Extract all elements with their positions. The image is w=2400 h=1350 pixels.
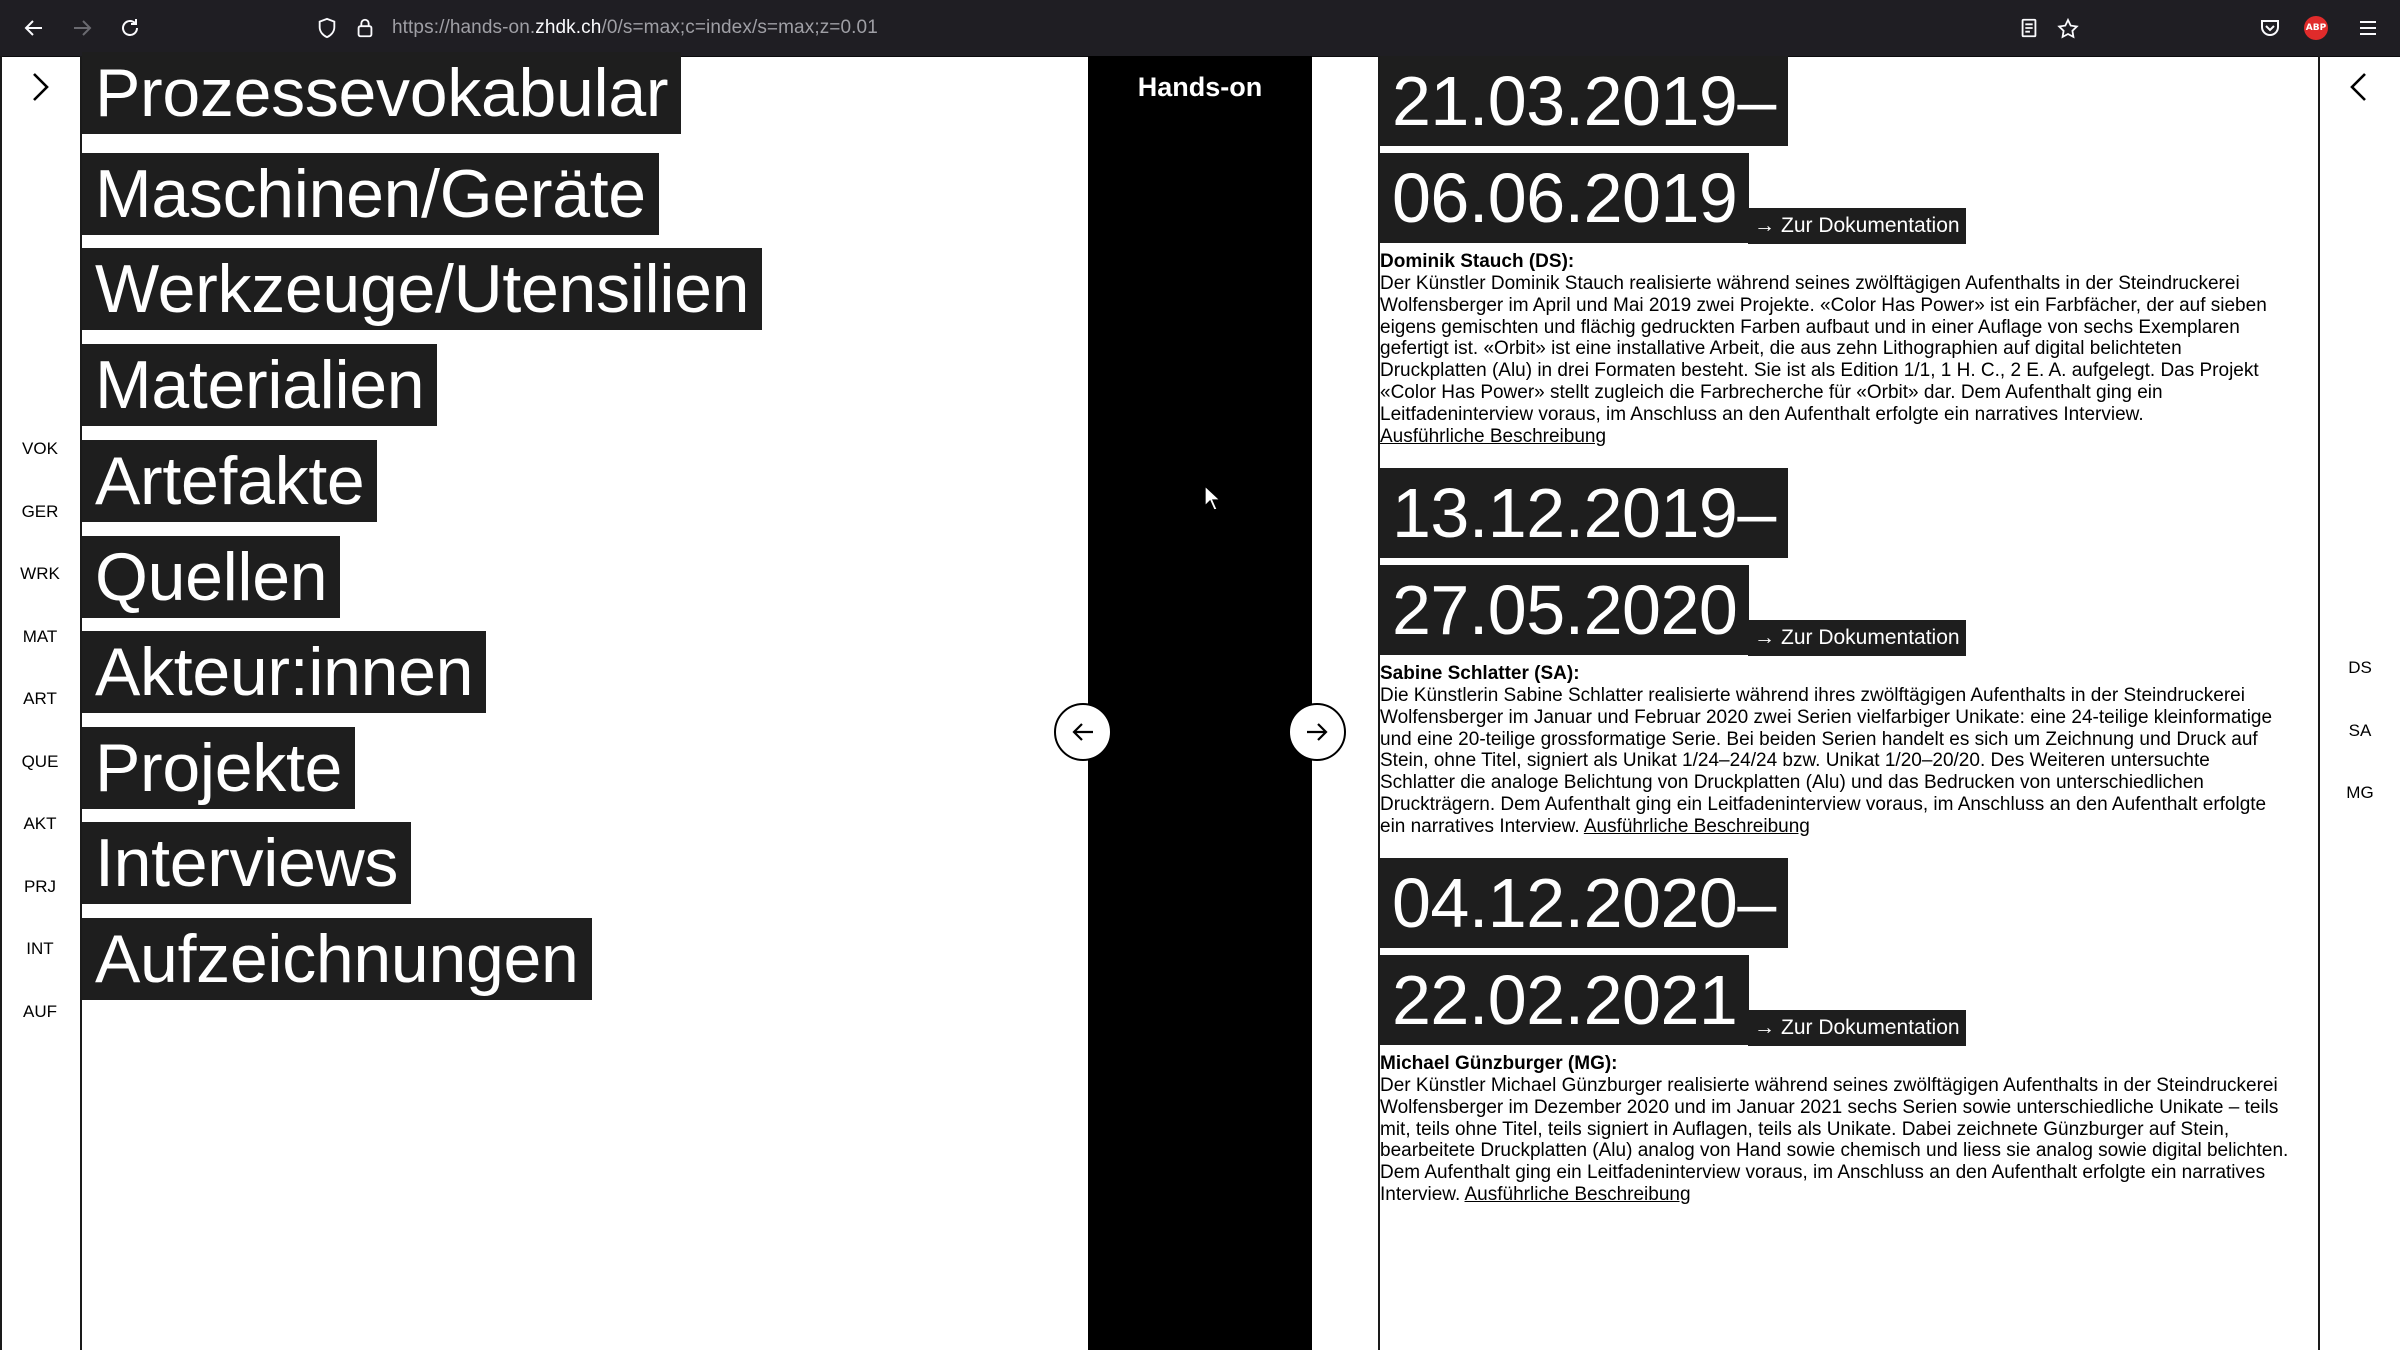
pocket-icon <box>2258 16 2282 40</box>
bookmark-star-icon[interactable] <box>2056 17 2080 41</box>
nav-ds[interactable]: DS <box>2348 658 2372 677</box>
entry-mg-name: Michael Günzburger (MG): <box>1380 1053 1618 1074</box>
back-button[interactable] <box>14 8 54 48</box>
category-akteur-innen[interactable]: Akteur:innen <box>82 631 486 713</box>
url-text[interactable] <box>392 17 878 39</box>
nav-int[interactable]: INT <box>26 939 54 958</box>
entry-sa-documentation-link[interactable] <box>1748 620 1966 656</box>
arrow-right-icon <box>70 16 94 40</box>
entry-sa-description <box>1380 685 2290 838</box>
entry-mg-description <box>1380 1075 2290 1206</box>
entry-mg-date-start: 04.12.2020– <box>1380 858 1788 948</box>
arrow-right-icon <box>1303 718 1331 746</box>
arrow-right-icon: → <box>1754 1016 1775 1039</box>
menu-button[interactable] <box>2348 8 2388 48</box>
arrow-right-icon: → <box>1754 626 1775 649</box>
documentation-link-label: Zur Dokumentation <box>1781 626 1960 649</box>
pocket-button[interactable] <box>2250 8 2290 48</box>
category-maschinen-geraete[interactable]: Maschinen/Geräte <box>82 153 659 235</box>
shield-icon[interactable] <box>316 17 338 39</box>
documentation-link-label: Zur Dokumentation <box>1781 1016 1960 1039</box>
category-projekte[interactable]: Projekte <box>82 727 355 809</box>
category-werkzeuge-utensilien[interactable]: Werkzeuge/Utensilien <box>82 248 762 330</box>
nav-auf[interactable]: AUF <box>23 1002 57 1021</box>
url-prefix: https://hands-on. <box>392 17 536 38</box>
mouse-cursor-icon <box>1204 485 1222 511</box>
category-materialien[interactable]: Materialien <box>82 344 437 426</box>
entry-sa-text: Die Künstlerin Sabine Schlatter realisierte während ihres zwölftägigen Aufenthalts in der Steindruckerei Wolfensberger im Januar und Februar 2020 zwei Serien vielfarbiger Unikate: eine 24-teilige kleinformatige und eine 20-teilige grossformatige Serie. Bei beiden Serien handelt es sich um Zeichnung und Druck auf Stein, ohne Titel, signiert als Unikat 1/24–24/24 bzw. Unikat 1/20–20/20. Des Weiteren untersuchte Schlatter die analoge Belichtung von Druckplatten (Alu) und das Bedrucken von unterschiedlichen Druckträgern. Dem Aufenthalt ging ein Leitfadeninterview voraus, im Anschluss an den Aufenthalt erfolgte ein narratives Interview. <box>1380 685 2273 837</box>
entry-ds-documentation-link[interactable] <box>1748 208 1966 244</box>
entry-mg-text: Der Künstler Michael Günzburger realisierte während seines zwölftägigen Aufenthalts in der Steindruckerei Wolfensberger im Dezember 2020 und im Januar 2021 sechs Serien sowie unterschiedliche Unikate – teils mit, teils ohne Titel, teils signiert in Auflagen, teils als Unikate. Dabei zeichnete Günzburger auf Stein, bearbeitete Druckplatten (Alu) analog von Hand sowie chemisch und liess sie analog sowie digital belichten. Dem Aufenthalt ging ein Leitfadeninterview voraus, im Anschluss an den Aufenthalt erfolgte ein narratives Interview. <box>1380 1075 2289 1205</box>
entry-mg-date-end: 22.02.2021 <box>1380 955 1749 1045</box>
nav-akt[interactable]: AKT <box>23 814 57 833</box>
hamburger-menu-icon <box>2356 16 2380 40</box>
reload-button[interactable] <box>110 8 150 48</box>
adblock-extension-icon[interactable]: ABP <box>2304 16 2328 40</box>
nav-que[interactable]: QUE <box>21 752 59 771</box>
category-quellen[interactable]: Quellen <box>82 536 340 618</box>
nav-sa[interactable]: SA <box>2348 721 2372 740</box>
entry-sa-date-end: 27.05.2020 <box>1380 565 1749 655</box>
entry-ds-date-start: 21.03.2019– <box>1380 56 1788 146</box>
entry-sa-more-link[interactable]: Ausführliche Beschreibung <box>1583 815 1810 837</box>
nav-wrk[interactable]: WRK <box>20 564 60 583</box>
reload-icon <box>118 16 142 40</box>
right-divider <box>2318 56 2320 1350</box>
expand-left-panel-icon[interactable] <box>25 70 55 104</box>
entry-ds-name: Dominik Stauch (DS): <box>1380 251 1575 272</box>
nav-art[interactable]: ART <box>23 689 57 708</box>
category-interviews[interactable]: Interviews <box>82 822 411 904</box>
nav-mat[interactable]: MAT <box>22 627 58 646</box>
documentation-link-label: Zur Dokumentation <box>1781 214 1960 237</box>
lock-icon[interactable] <box>354 17 376 39</box>
nav-prj[interactable]: PRJ <box>23 877 57 896</box>
entry-sa-name: Sabine Schlatter (SA): <box>1380 663 1580 684</box>
entry-mg-more-link[interactable]: Ausführliche Beschreibung <box>1464 1183 1691 1205</box>
nav-vok[interactable]: VOK <box>22 439 58 458</box>
entry-ds-text: Der Künstler Dominik Stauch realisierte während seines zwölftägigen Aufenthalts in der Steindruckerei Wolfensberger im April und Mai 2019 zwei Projekte. «Color Has Power» ist ein Farbfächer, der auf sieben eigens gemischten und flächig gedruckten Farben aufbaut und in einer Auflage von sechs Exemplaren gefertigt ist. «Orbit» ist eine installative Arbeit, die aus zehn Lithographien auf digital belichteten Druckplatten (Alu) in drei Formaten besteht. Sie ist als Edition 1/1, 1 H. C., 2 E. A. aufgelegt. Das Projekt «Color Has Power» stellt zugleich die Farbrecherche für «Orbit» dar. Dem Aufenthalt ging ein Leitfadeninterview voraus, im Anschluss an den Aufenthalt erfolgte ein narratives Interview. <box>1380 273 2267 425</box>
browser-toolbar <box>0 0 2400 57</box>
arrow-right-icon: → <box>1754 214 1775 237</box>
next-button[interactable] <box>1288 703 1346 761</box>
url-suffix: /0/s=max;c=index/s=max;z=0.01 <box>601 17 878 38</box>
category-aufzeichnungen[interactable]: Aufzeichnungen <box>82 918 592 1000</box>
entry-ds-more-link[interactable]: Ausführliche Beschreibung <box>1380 425 1607 447</box>
entry-sa-date-start: 13.12.2019– <box>1380 468 1788 558</box>
url-host: zhdk.ch <box>535 17 602 38</box>
center-strip <box>1088 56 1312 1350</box>
nav-ger[interactable]: GER <box>21 502 59 521</box>
category-prozessevokabular[interactable]: Prozessevokabular <box>82 52 681 134</box>
nav-mg[interactable]: MG <box>2346 783 2374 802</box>
entry-ds-description <box>1380 273 2290 447</box>
url-bar[interactable] <box>300 10 2080 46</box>
arrow-left-icon <box>1069 718 1097 746</box>
expand-right-panel-icon[interactable] <box>2344 70 2374 104</box>
category-artefakte[interactable]: Artefakte <box>82 440 377 522</box>
site-title[interactable]: Hands-on <box>1137 72 1263 102</box>
entry-ds-date-end: 06.06.2019 <box>1380 153 1749 243</box>
previous-button[interactable] <box>1054 703 1112 761</box>
entry-mg-documentation-link[interactable] <box>1748 1010 1966 1046</box>
forward-button[interactable] <box>62 8 102 48</box>
reader-view-icon[interactable] <box>2018 17 2040 39</box>
arrow-left-icon <box>22 16 46 40</box>
